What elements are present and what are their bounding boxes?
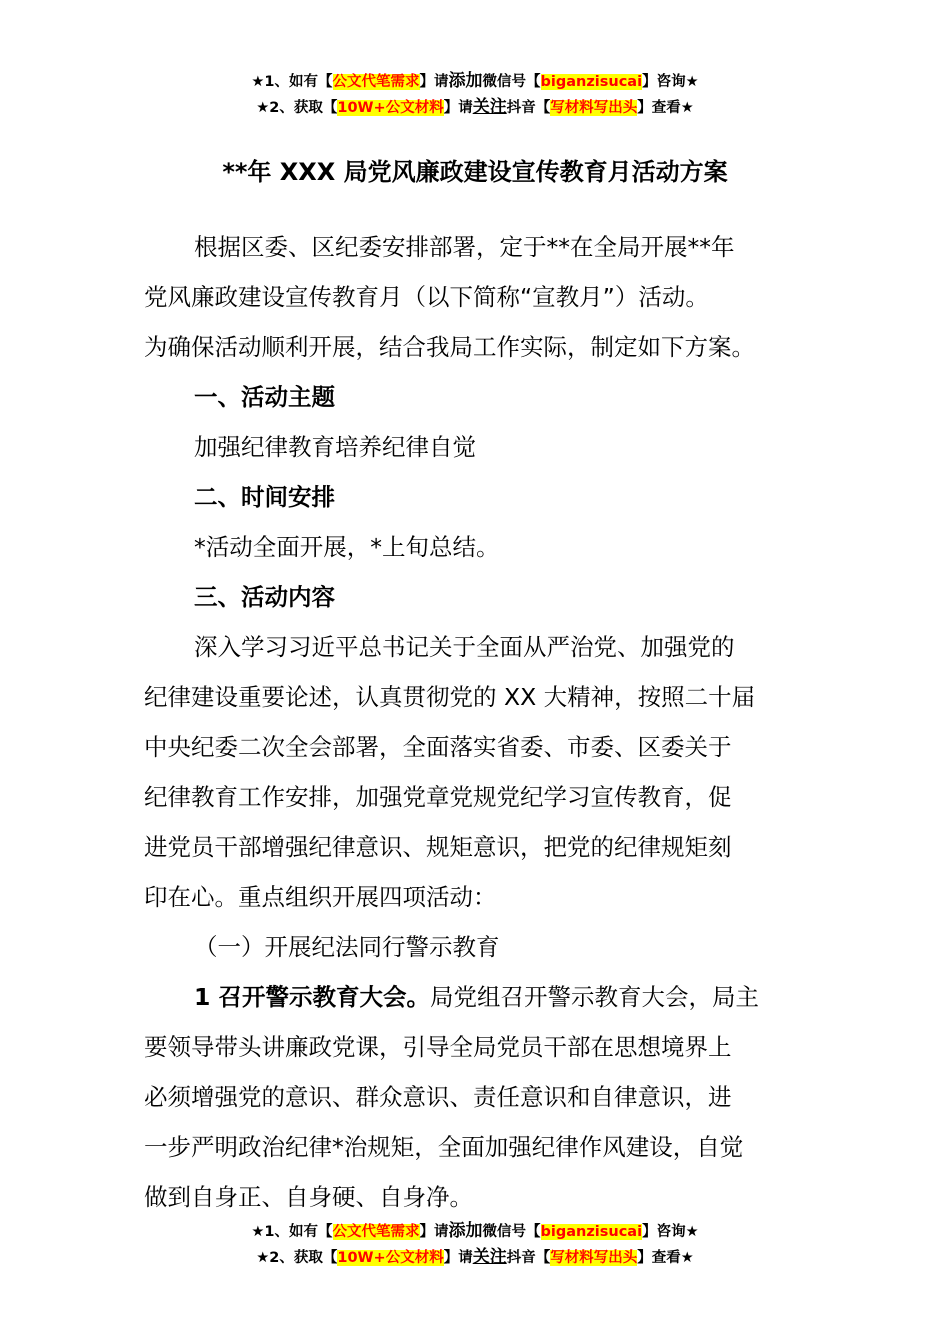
banner-text: 】请 — [419, 1224, 449, 1240]
banner-text: 抖音【 — [506, 100, 551, 116]
content-paragraph — [144, 622, 808, 922]
banner-highlight: 10W+公文材料 — [337, 100, 444, 116]
section-text-theme: 加强纪律教育培养纪律自觉 — [194, 433, 476, 461]
banner-text: 抖音【 — [506, 1250, 551, 1266]
banner-highlight: 写材料写出头 — [550, 100, 638, 116]
document-title: **年 XXX 局党风廉政建设宣传教育月活动方案 — [222, 158, 728, 186]
banner-line-2 — [0, 1245, 950, 1271]
banner-text: 】咨询★ — [642, 1224, 699, 1240]
subsection-heading: （一）开展纪法同行警示教育 — [194, 933, 500, 961]
text-line: 中央纪委二次全会部署，全面落实省委、市委、区委关于 — [144, 733, 732, 761]
section-heading-theme: 一、活动主题 — [194, 383, 335, 411]
document-body — [144, 222, 808, 1222]
banner-line-1 — [0, 69, 950, 95]
banner-emphasis: 关注 — [472, 1247, 507, 1267]
text-line: 一步严明政治纪律*治规矩，全面加强纪律作风建设，自觉 — [144, 1133, 744, 1161]
banner-text: 】查看★ — [637, 1250, 694, 1266]
text-line: 纪律教育工作安排，加强党章党规党纪学习宣传教育，促 — [144, 783, 732, 811]
header-banner — [0, 69, 950, 121]
item-text: 局党组召开警示教育大会，局主 — [430, 983, 760, 1011]
banner-emphasis: 添加 — [448, 71, 483, 91]
item-lead: 1 召开警示教育大会。 — [194, 983, 431, 1011]
banner-emphasis: 关注 — [472, 97, 507, 117]
text-line: 要领导带头讲廉政党课，引导全局党员干部在思想境界上 — [144, 1033, 732, 1061]
text-line: 根据区委、区纪委安排部署，定于**在全局开展**年 — [194, 233, 735, 261]
banner-text: ★2、获取【 — [256, 100, 338, 116]
banner-text: 】请 — [443, 1250, 473, 1266]
text-line: 做到自身正、自身硬、自身净。 — [144, 1183, 473, 1211]
section-heading-schedule: 二、时间安排 — [194, 483, 335, 511]
text-line: 为确保活动顺利开展，结合我局工作实际，制定如下方案。 — [144, 333, 755, 361]
banner-highlight: 公文代笔需求 — [332, 74, 420, 90]
text-line: 党风廉政建设宣传教育月（以下简称“宣教月”）活动。 — [144, 283, 709, 311]
banner-text: 微信号【 — [482, 1224, 541, 1240]
section-heading-content: 三、活动内容 — [194, 583, 335, 611]
text-line: 必须增强党的意识、群众意识、责任意识和自律意识，进 — [144, 1083, 732, 1111]
text-line: 印在心。重点组织开展四项活动： — [144, 883, 497, 911]
text-line — [144, 972, 808, 1022]
text-line: 纪律建设重要论述，认真贯彻党的 XX 大精神，按照二十届 — [144, 683, 756, 711]
section-text-schedule: *活动全面开展，*上旬总结。 — [194, 533, 500, 561]
banner-highlight: 写材料写出头 — [550, 1250, 638, 1266]
banner-text: ★2、获取【 — [256, 1250, 338, 1266]
footer-banner — [0, 1219, 950, 1271]
banner-highlight: 公文代笔需求 — [332, 1224, 420, 1240]
banner-highlight: 10W+公文材料 — [337, 1250, 444, 1266]
banner-highlight: biganzisucai — [540, 74, 643, 90]
banner-text: 微信号【 — [482, 74, 541, 90]
banner-highlight: biganzisucai — [540, 1224, 643, 1240]
banner-line-2 — [0, 95, 950, 121]
banner-text: 】请 — [419, 74, 449, 90]
banner-text: ★1、如有【 — [251, 1224, 333, 1240]
banner-line-1 — [0, 1219, 950, 1245]
banner-text: 】咨询★ — [642, 74, 699, 90]
text-line: 进党员干部增强纪律意识、规矩意识，把党的纪律规矩刻 — [144, 833, 732, 861]
banner-text: ★1、如有【 — [251, 74, 333, 90]
banner-text: 】请 — [443, 100, 473, 116]
text-line: 深入学习习近平总书记关于全面从严治党、加强党的 — [194, 633, 735, 661]
intro-paragraph — [144, 222, 808, 372]
banner-text: 】查看★ — [637, 100, 694, 116]
banner-emphasis: 添加 — [448, 1221, 483, 1241]
item-paragraph — [144, 972, 808, 1222]
